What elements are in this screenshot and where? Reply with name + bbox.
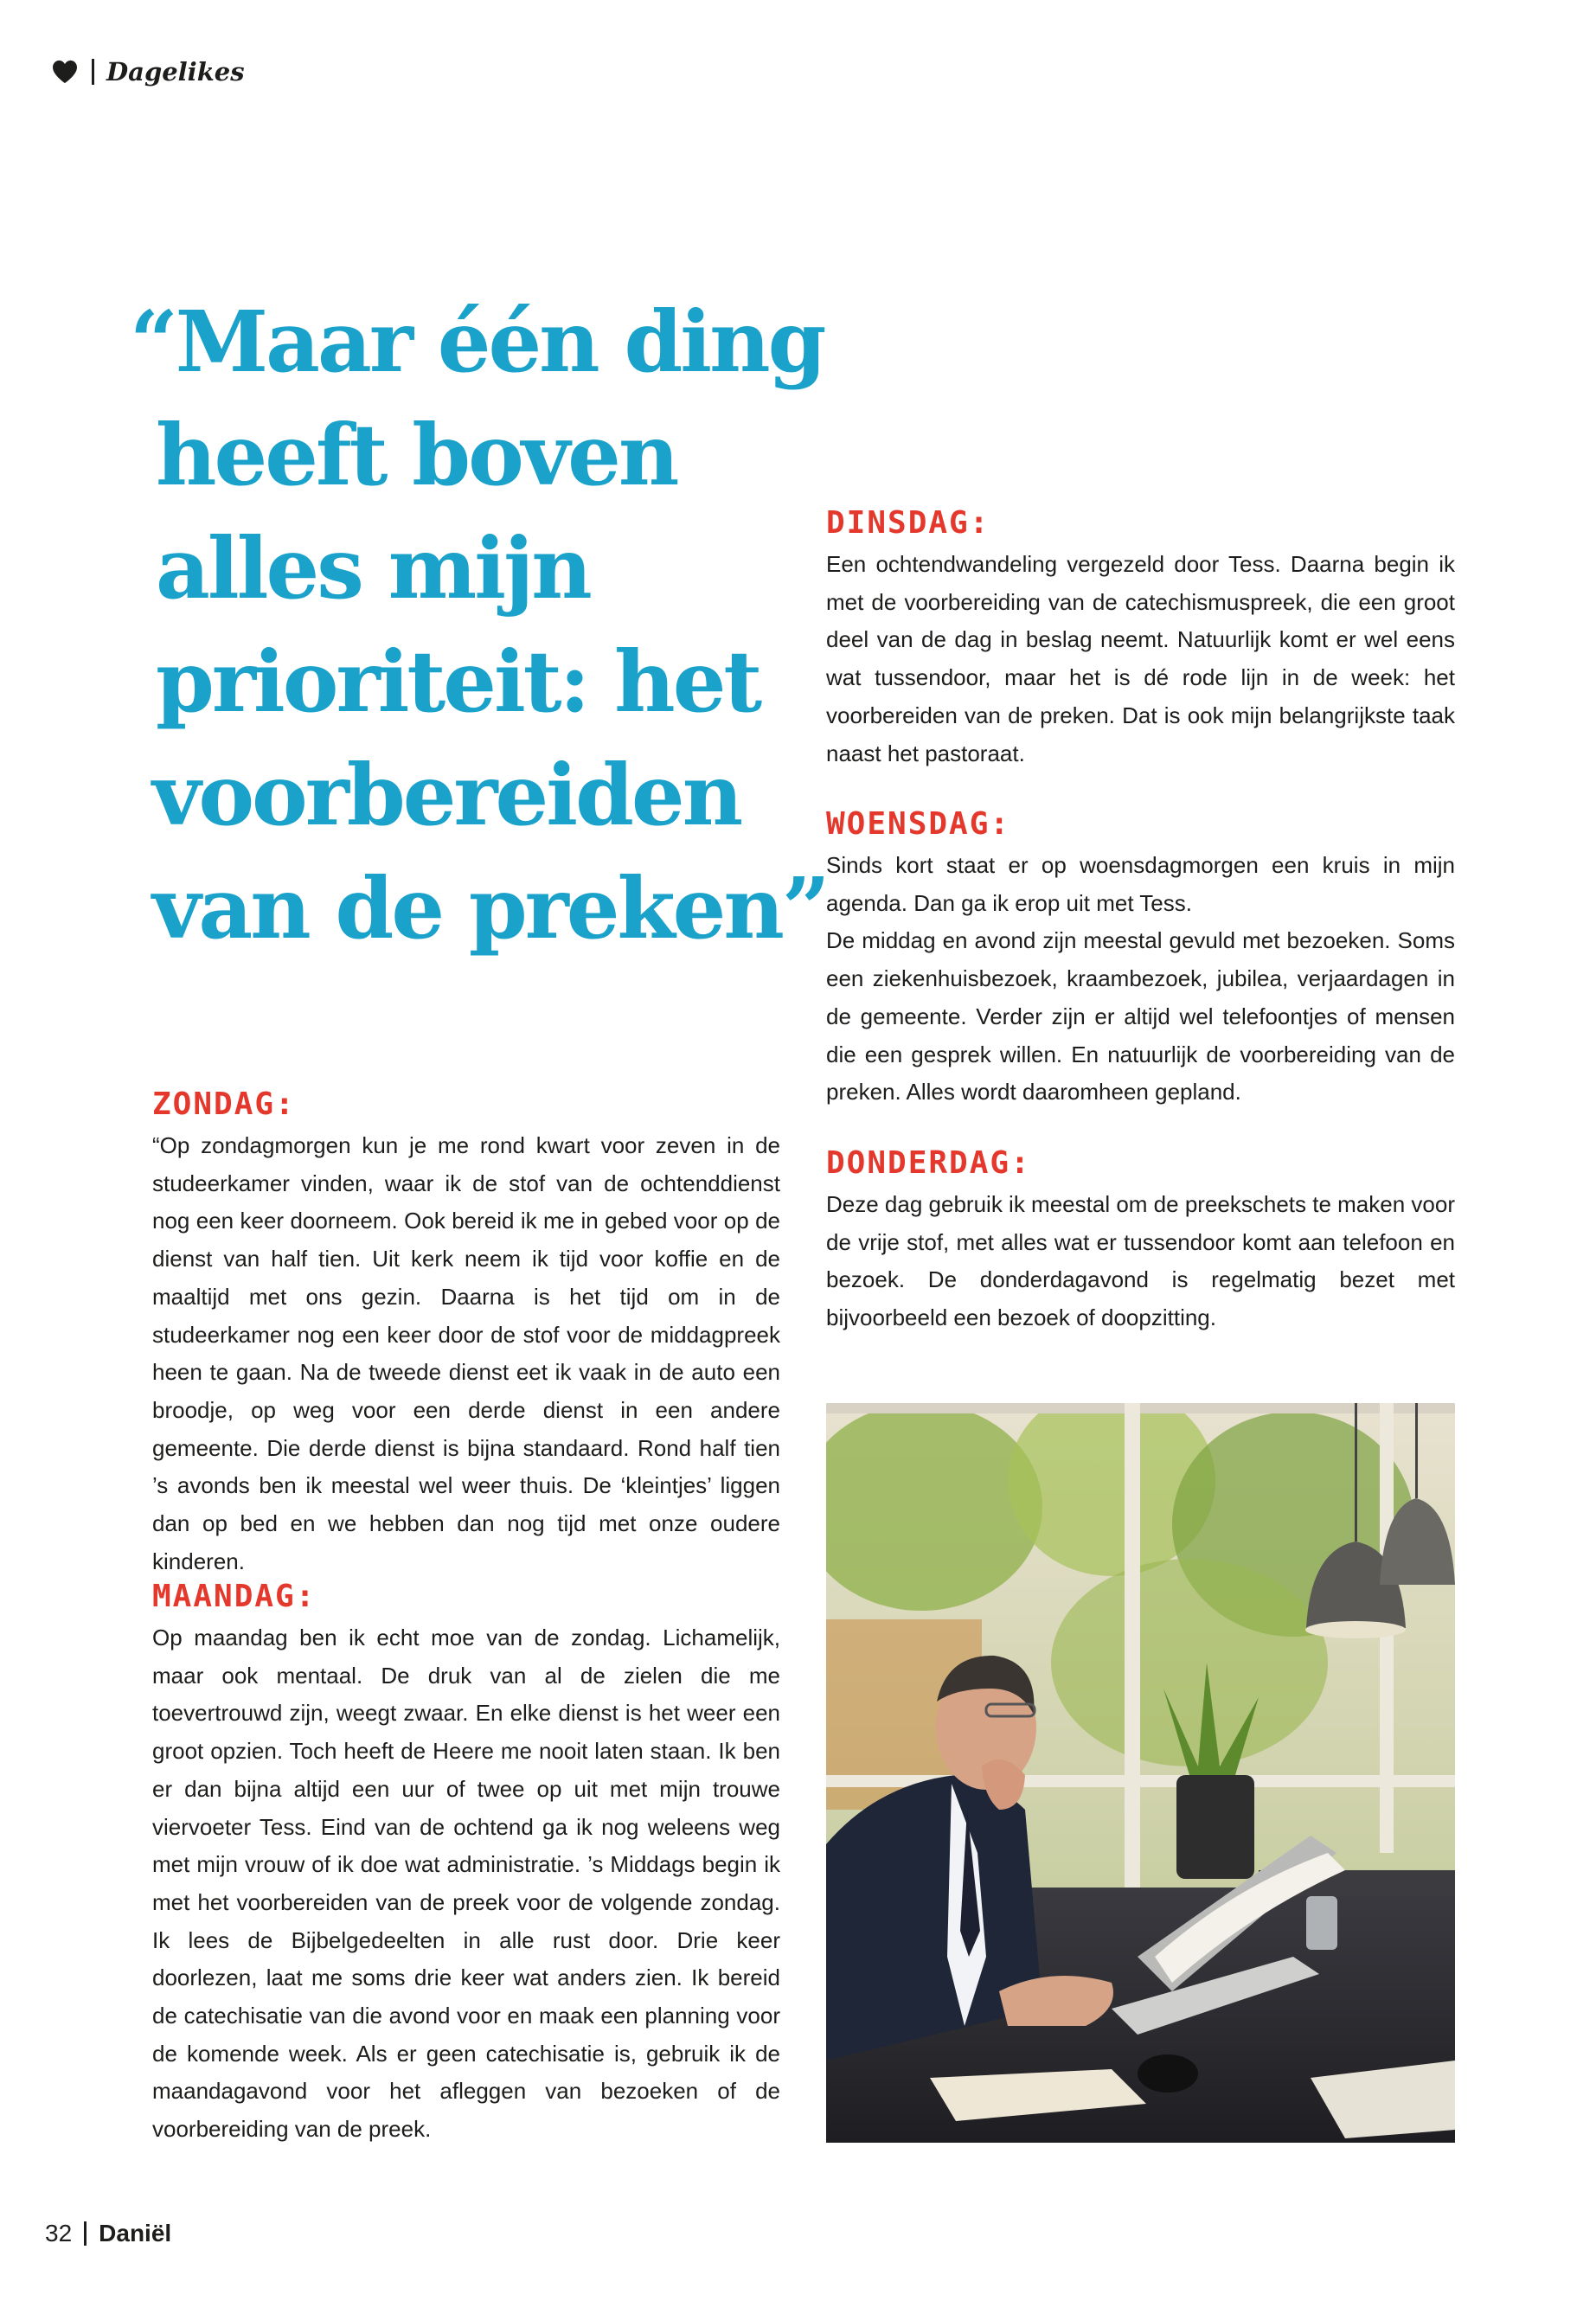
page-footer bbox=[45, 2220, 171, 2247]
pull-quote bbox=[130, 285, 828, 965]
photo-man-at-desk bbox=[826, 1403, 1455, 2143]
quote-line: prioriteit: het bbox=[156, 632, 760, 731]
day-heading: DONDERDAG: bbox=[826, 1145, 1031, 1181]
section-woensdag bbox=[826, 807, 1455, 1112]
quote-line: “Maar één ding bbox=[130, 292, 824, 391]
day-heading: ZONDAG: bbox=[152, 1086, 296, 1122]
section-donderdag bbox=[826, 1146, 1455, 1337]
quote-line: heeft boven bbox=[156, 406, 677, 504]
section-label: Dagelikes bbox=[106, 57, 245, 87]
page-header bbox=[52, 57, 245, 87]
day-body: Sinds kort staat er op woensdagmorgen een kruis in mijn agenda. Dan ga ik erop uit met Tess. bbox=[826, 852, 1455, 916]
magazine-name: Daniël bbox=[99, 2220, 172, 2247]
day-body: Op maandag ben ik echt moe van de zondag. Lichamelijk, maar ook mentaal. De druk van al de zielen die me toevertrouwd zijn, weegt zwaar. En elke dienst is het weer een groot opzien. Toch heeft de Heere me nooit laten staan. Ik ben er dan bijna altijd een uur of twee op uit met mijn trouwe viervoeter Tess. Eind van de ochtend ga ik nog weleens weg met mijn vrouw of ik doe wat administratie. ’s Middags begin ik met het voorbereiden van de preek voor de volgende zondag. Ik lees de Bijbelgedeelten in alle rust door. Drie keer doorlezen, laat me soms drie keer wat anders zien. Ik bereid de catechisatie van die avond voor en maak een planning voor de komende week. Als er geen catechisatie is, gebruik ik de maandagavond voor het afleggen van bezoeken of de voorbereiding van de preek. bbox=[152, 1625, 780, 2143]
heart-icon bbox=[52, 60, 78, 84]
quote-line: voorbereiden bbox=[152, 746, 741, 844]
day-body: “Op zondagmorgen kun je me rond kwart voor zeven in de studeerkamer vinden, waar ik de stof van de ochtenddienst nog een keer doorneem. Ook bereid ik me in gebed voor op de dienst van half tien. Uit kerk neem ik tijd voor koffie en de maaltijd met ons gezin. Daarna is het tijd om in de studeerkamer nog een keer door de stof voor de middagpreek heen te gaan. Na de tweede dienst eet ik vaak in de auto een broodje, op weg voor een derde dienst in een andere gemeente. Die derde dienst is bijna standaard. Rond half tien ’s avonds ben ik meestal wel weer thuis. De ‘kleintjes’ liggen dan op bed en we hebben dan nog tijd met onze oudere kinderen. bbox=[152, 1132, 780, 1574]
quote-line: alles mijn bbox=[156, 519, 590, 618]
day-heading: DINSDAG: bbox=[826, 505, 990, 541]
quote-line: van de preken” bbox=[152, 859, 828, 958]
day-body: Deze dag gebruik ik meestal om de preekschets te maken voor de vrije stof, met alles wat er tussendoor komt aan telefoon en bezoek. De donderdagavond is regelmatig bezet met bijvoorbeeld een bezoek of doopzitting. bbox=[826, 1191, 1455, 1331]
section-dinsdag bbox=[826, 506, 1455, 772]
page-number: 32 bbox=[45, 2220, 73, 2247]
day-heading: MAANDAG: bbox=[152, 1579, 317, 1614]
day-heading: WOENSDAG: bbox=[826, 806, 1011, 842]
section-maandag bbox=[152, 1580, 780, 2149]
section-zondag bbox=[152, 1087, 780, 1580]
footer-divider bbox=[84, 2221, 87, 2246]
photo-illustration bbox=[826, 1403, 1455, 2143]
day-body: De middag en avond zijn meestal gevuld met bezoeken. Soms een ziekenhuisbezoek, kraambezoek, jubilea, verjaardagen in de gemeente. Verder zijn er altijd wel telefoontjes of mensen die een gesprek willen. En natuurlijk de voorbereiding van de preken. Alles wordt daaromheen gepland. bbox=[826, 927, 1455, 1106]
day-body: Een ochtendwandeling vergezeld door Tess. Daarna begin ik met de voorbereiding van de catechismuspreek, die een groot deel van de dag in beslag neemt. Natuurlijk komt er wel eens wat tussendoor, maar het is dé rode lijn in de week: het voorbereiden van de preken. Dat is ook mijn belangrijkste taak naast het pastoraat. bbox=[826, 551, 1455, 766]
header-divider bbox=[92, 59, 94, 85]
